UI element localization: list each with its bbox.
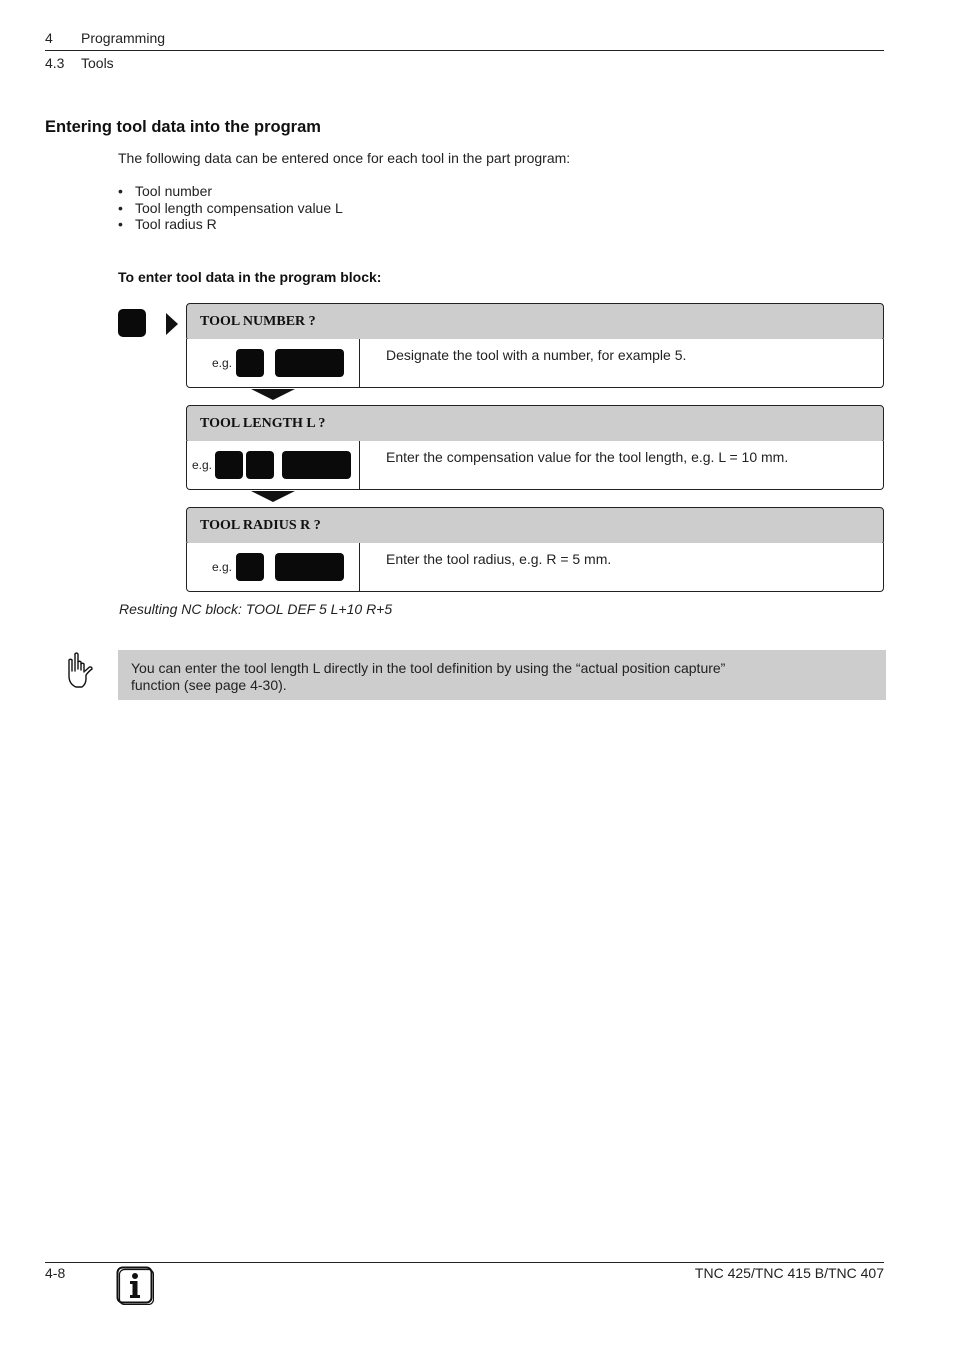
note-box	[118, 650, 886, 700]
info-icon	[116, 1266, 154, 1305]
bullet-text: Tool radius R	[135, 216, 217, 232]
header-rule	[45, 50, 884, 51]
section-number: 4.3	[45, 55, 65, 71]
ent-key	[275, 349, 344, 377]
result-caption: Resulting NC block: TOOL DEF 5 L+10 R+5	[119, 601, 393, 617]
dialog-prompt	[186, 405, 884, 443]
tool-def-key	[118, 309, 146, 337]
page-title: Entering tool data into the program	[45, 118, 321, 136]
ent-key	[282, 451, 351, 479]
divider	[359, 543, 360, 591]
list-item: • Tool radius R	[118, 216, 217, 232]
divider	[359, 339, 360, 387]
eg-label: e.g.	[192, 458, 213, 472]
step-tool-length	[186, 405, 884, 493]
step-body	[186, 441, 884, 490]
dialog-prompt	[186, 507, 884, 545]
model-name: TNC 425/TNC 415 B/TNC 407	[694, 1265, 884, 1281]
step-description: Designate the tool with a number, for example 5.	[386, 347, 687, 363]
step-description: Enter the tool radius, e.g. R = 5 mm.	[386, 551, 612, 567]
step-tool-number	[186, 303, 884, 391]
step-body	[186, 543, 884, 592]
bullet-text: Tool length compensation value L	[135, 199, 343, 216]
eg-label: e.g.	[212, 356, 233, 370]
footer-rule	[45, 1262, 884, 1263]
ent-key	[275, 553, 344, 581]
note-text: You can enter the tool length L directly in the tool definition by using the “actual position capture” function (see page 4-30).	[131, 660, 726, 693]
divider	[359, 441, 360, 489]
down-arrow-icon	[251, 491, 295, 502]
prompt-text: TOOL LENGTH L ?	[200, 416, 326, 431]
step-tool-radius	[186, 507, 884, 595]
eg-label: e.g.	[212, 560, 233, 574]
list-item: • Tool number	[118, 183, 213, 199]
digit-key	[236, 553, 264, 581]
digit-key	[236, 349, 264, 377]
digit-key	[246, 451, 274, 479]
procedure-heading: To enter tool data in the program block:	[118, 269, 382, 285]
bullet-text: Tool number	[135, 183, 213, 199]
step-body	[186, 339, 884, 388]
prompt-text: TOOL NUMBER ?	[200, 314, 316, 329]
step-description: Enter the compensation value for the tool length, e.g. L = 10 mm.	[386, 449, 789, 465]
section-title: Tools	[81, 55, 114, 71]
play-arrow-icon	[166, 313, 180, 335]
down-arrow-icon	[251, 389, 295, 400]
bullet-list	[118, 183, 343, 233]
list-item: • Tool length compensation value L	[118, 199, 343, 216]
chapter-number: 4	[45, 30, 53, 46]
digit-key	[215, 451, 243, 479]
chapter-title: Programming	[81, 30, 166, 46]
dialog-prompt	[186, 303, 884, 341]
intro-paragraph: The following data can be entered once for each tool in the part program:	[118, 150, 571, 166]
page-number: 4-8	[45, 1265, 66, 1281]
prompt-text: TOOL RADIUS R ?	[200, 518, 321, 533]
hand-pointer-icon	[66, 651, 94, 691]
